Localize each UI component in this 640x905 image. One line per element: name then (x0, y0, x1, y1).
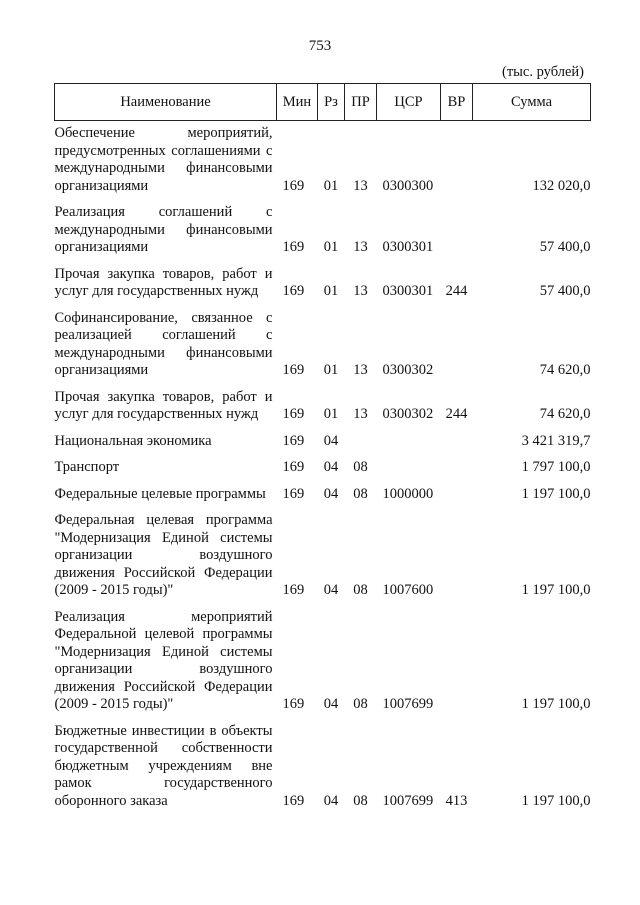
row-rz: 01 (323, 406, 339, 422)
row-rz: 04 (323, 432, 339, 449)
row-min: 169 (282, 177, 305, 194)
row-vr (441, 121, 473, 201)
row-name: Федеральные целевые программы (54, 485, 266, 502)
row-pr: 08 (353, 696, 368, 712)
row-min: 169 (282, 459, 305, 475)
row-pr: 08 (353, 485, 368, 502)
table-row (55, 121, 591, 201)
row-csr: 0300301 (382, 283, 434, 299)
row-min: 169 (282, 283, 305, 299)
table-row (55, 719, 591, 816)
row-sum: 74 620,0 (539, 406, 591, 422)
row-vr (441, 455, 473, 482)
row-sum: 1 197 100,0 (521, 485, 591, 502)
row-pr: 13 (353, 177, 368, 194)
row-rz: 04 (323, 459, 339, 475)
row-sum: 1 197 100,0 (521, 582, 591, 598)
row-vr: 413 (445, 792, 468, 809)
row-csr: 1007699 (382, 792, 434, 809)
page-number: 753 (308, 38, 332, 54)
row-pr: 08 (353, 459, 368, 475)
row-pr (345, 429, 377, 456)
row-rz: 01 (323, 362, 339, 378)
header-sum: Сумма (473, 84, 591, 121)
row-vr (441, 482, 473, 509)
table-body (55, 121, 591, 816)
row-rz: 01 (323, 283, 339, 299)
row-pr: 13 (353, 283, 368, 299)
table-row (55, 385, 591, 429)
row-pr: 08 (353, 792, 368, 809)
units-label: (тыс. рублей) (502, 64, 584, 80)
table-row (55, 508, 591, 605)
row-name: Федеральная целевая программа "Модернизация Единой системы организации воздушного движения Российской Федерации (2009 - 2015 годы)" (54, 512, 273, 598)
table-row (55, 306, 591, 385)
row-csr: 1007699 (382, 696, 434, 712)
table-row (55, 262, 591, 306)
row-name: Бюджетные инвестиции в объекты государственной собственности бюджетным учреждениям вне рамок государственного оборонного заказа (54, 722, 273, 809)
row-sum: 1 197 100,0 (521, 696, 591, 712)
row-name: Софинансирование, связанное с реализацией соглашений с международными финансовыми организациями (54, 309, 273, 378)
table-row (55, 200, 591, 262)
row-csr: 1000000 (382, 485, 434, 502)
row-min: 169 (282, 792, 305, 809)
row-sum: 132 020,0 (532, 177, 591, 194)
row-csr (377, 455, 441, 482)
row-name: Транспорт (54, 459, 120, 475)
row-name: Прочая закупка товаров, работ и услуг для государственных нужд (54, 265, 273, 299)
row-min: 169 (282, 432, 305, 449)
row-vr (441, 508, 473, 605)
row-name: Национальная экономика (54, 432, 212, 449)
row-min: 169 (282, 485, 305, 502)
header-csr: ЦСР (377, 84, 441, 121)
row-vr (441, 200, 473, 262)
row-vr: 244 (445, 283, 468, 299)
row-rz: 04 (323, 696, 339, 712)
row-name: Реализация мероприятий Федеральной целевой программы "Модернизация Единой системы организации воздушного движения Российской Федерации (2009 - 2015 годы)" (54, 608, 273, 712)
row-pr: 08 (353, 582, 368, 598)
row-csr: 0300302 (382, 406, 434, 422)
row-sum: 1 797 100,0 (521, 459, 591, 475)
row-rz: 04 (323, 792, 339, 809)
header-name: Наименование (55, 84, 277, 121)
row-pr: 13 (353, 362, 368, 378)
row-min: 169 (282, 362, 305, 378)
row-sum: 3 421 319,7 (521, 432, 591, 449)
row-sum: 57 400,0 (539, 239, 591, 255)
row-vr (441, 605, 473, 719)
row-rz: 01 (323, 239, 339, 255)
row-vr: 244 (445, 406, 468, 422)
row-pr: 13 (353, 239, 368, 255)
row-name: Обеспечение мероприятий, предусмотренных соглашениями с международными финансовыми организациями (54, 125, 273, 194)
row-min: 169 (282, 239, 305, 255)
row-min: 169 (282, 406, 305, 422)
row-csr: 0300300 (382, 177, 434, 194)
header-min: Мин (277, 84, 318, 121)
table-row (55, 605, 591, 719)
row-pr: 13 (353, 406, 368, 422)
row-rz: 04 (323, 485, 339, 502)
row-vr (441, 429, 473, 456)
row-rz: 04 (323, 582, 339, 598)
row-min: 169 (282, 582, 305, 598)
row-rz: 01 (323, 177, 339, 194)
table-row (55, 482, 591, 509)
header-vr: ВР (441, 84, 473, 121)
row-csr: 0300302 (382, 362, 434, 378)
table-header (55, 84, 591, 121)
row-csr (377, 429, 441, 456)
row-name: Реализация соглашений с международными финансовыми организациями (54, 204, 273, 255)
row-sum: 1 197 100,0 (521, 792, 591, 809)
row-min: 169 (282, 696, 305, 712)
table-row (55, 455, 591, 482)
budget-table (54, 83, 591, 815)
row-csr: 1007600 (382, 582, 434, 598)
row-csr: 0300301 (382, 239, 434, 255)
header-pr: ПР (345, 84, 377, 121)
header-rz: Рз (318, 84, 345, 121)
table-row (55, 429, 591, 456)
row-sum: 74 620,0 (539, 362, 591, 378)
row-name: Прочая закупка товаров, работ и услуг для государственных нужд (54, 388, 273, 422)
row-vr (441, 306, 473, 385)
row-sum: 57 400,0 (539, 283, 591, 299)
